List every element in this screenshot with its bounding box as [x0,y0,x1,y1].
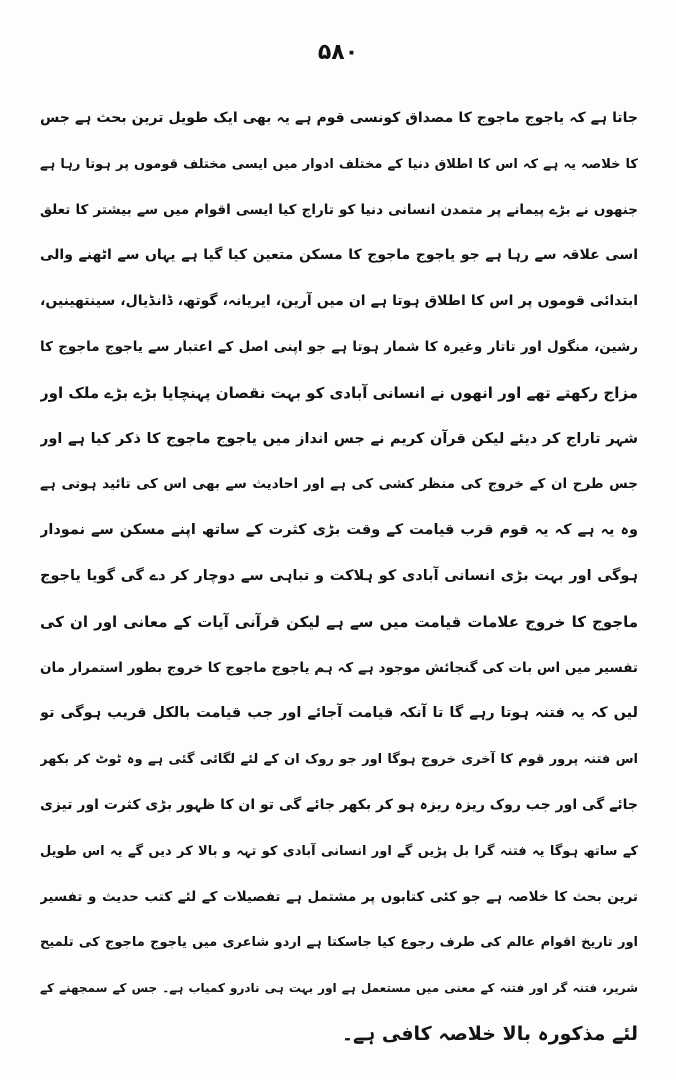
text-line: جائے گی اور جب روک ریزہ ریزہ ہو کر بکھر جائے گی تو ان کا ظہور بڑی کثرت اور تیزی [40,796,638,813]
text-line: ابتدائی قوموں پر اس کا اطلاق ہوتا ہے ان میں آرین، ایریانہ، گوتھ، ڈانڈیال، سینتھینیں، [40,293,638,310]
text-line: شریر، فتنہ گر اور فتنہ کے معنی میں مستعمل ہے اور بہت ہی نادرو کمیاب ہے۔ جس کے سمجھنے کے [40,981,638,996]
text-line: ماجوج کا خروج علامات قیامت میں سے ہے لیکن قرآنی آیات کے معانی اور ان کی [40,612,638,631]
text-line: کا خلاصہ یہ ہے کہ اس کا اطلاق دنیا کے مختلف ادوار میں ایسی مختلف قوموں پر ہوتا رہا ہے [40,156,638,172]
text-line: جاتا ہے کہ یاجوج ماجوج کا مصداق کونسی قوم ہے یہ بھی ایک طویل ترین بحث ہے جس [40,110,638,126]
page-number: ۵۸۰ [317,40,359,65]
text-line: ہوگی اور بہت بڑی انسانی آبادی کو ہلاکت و تباہی سے دوچار کر دے گی گویا یاجوج [40,567,638,584]
text-line: جنھوں نے بڑے پیمانے پر متمدن انسانی دنیا کو تاراج کیا ایسی اقوام میں سے بیشتر کا تعلق [40,201,638,218]
text-line: لئے مذکورہ بالا خلاصہ کافی ہے۔ [341,1022,638,1045]
text-line: تفسیر میں اس بات کی گنجائش موجود ہے کہ ہم یاجوج ماجوج کا خروج بطور استمرار مان [40,659,638,676]
text-line: جس طرح ان کے خروج کی منظر کشی کی ہے اور احادیث سے بھی اس کی تائید ہوتی ہے [40,476,638,493]
text-line: رشین، منگول اور تاتار وغیرہ کا شمار ہوتا ہے جو اپنی اصل کے اعتبار سے یاجوج ماجوج کا [40,338,638,355]
text-line: مزاج رکھتے تھے اور انھوں نے انسانی آبادی کو بہت نقصان پہنچایا بڑے بڑے ملک اور [40,383,638,402]
text-line: کے ساتھ ہوگا یہ فتنہ گرا بل پڑیں گے اور انسانی آبادی کو تہہ و بالا کر دیں گے یہ اس طویل [40,843,638,859]
text-line: شہر تاراج کر دیئے لیکن قرآن کریم نے جس انداز میں یاجوج ماجوج کا ذکر کیا ہے اور [40,430,638,447]
text-line: لیں کہ یہ فتنہ ہوتا رہے گا تا آنکہ قیامت آجائے اور جب قیامت بالکل قریب ہوگی تو [40,705,638,722]
text-line: وہ یہ ہے کہ یہ قوم قرب قیامت کے وقت بڑی کثرت کے ساتھ اپنے مسکن سے نمودار [40,522,638,539]
text-line: اسی علاقہ سے رہا ہے جو یاجوج ماجوج کا مسکن متعین کیا گیا ہے یہاں سے اٹھنے والی [40,247,638,264]
text-line: اس فتنہ پرور قوم کا آخری خروج ہوگا اور جو روک ان کے لئے لگائی گئی ہے وہ ٹوٹ کر بکھر [40,752,638,768]
text-line: ترین بحث کا خلاصہ ہے جو کئی کتابوں پر مشتمل ہے تفصیلات کے لئے کتب حدیث و تفسیر [40,888,638,905]
text-line: اور تاریخ اقوام عالم کی طرف رجوع کیا جاسکتا ہے اردو شاعری میں یاجوج ماجوج کی تلمیح [40,935,638,951]
body-text [40,96,638,1058]
